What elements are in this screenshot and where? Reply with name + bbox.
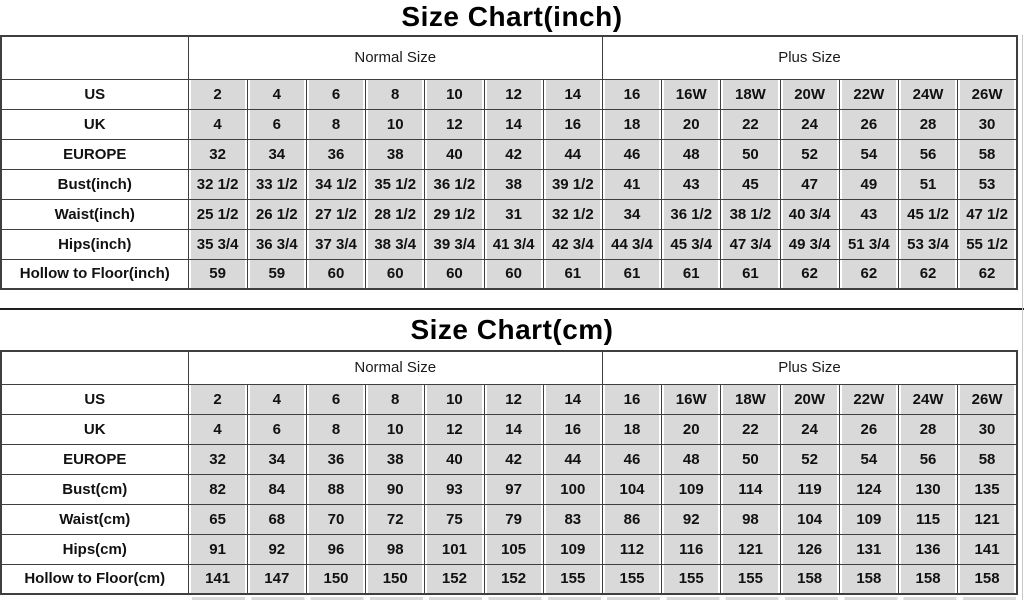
size-cell: 38: [366, 444, 425, 474]
size-cell: 48: [662, 139, 721, 169]
size-cell: 75: [425, 504, 484, 534]
size-cell: 43: [662, 169, 721, 199]
row-label: US: [1, 384, 188, 414]
size-cell: 40: [425, 444, 484, 474]
size-cell: 45 3/4: [662, 229, 721, 259]
size-cell: 72: [366, 504, 425, 534]
size-cell: 109: [839, 504, 898, 534]
size-cell: 38: [484, 169, 543, 199]
size-cell: 14: [543, 79, 602, 109]
size-cell: 4: [188, 109, 247, 139]
size-cell: 92: [662, 504, 721, 534]
size-cell: 26: [839, 109, 898, 139]
size-cell: 141: [958, 534, 1017, 564]
table-row: [1, 534, 1017, 564]
table-body: [1, 384, 1017, 594]
size-cell: 24W: [898, 384, 957, 414]
size-cell: 12: [425, 109, 484, 139]
size-cell: 10: [425, 79, 484, 109]
spreadsheet-gridline: [1022, 35, 1023, 600]
size-cell: 131: [839, 534, 898, 564]
size-cell: 54: [839, 444, 898, 474]
size-cell: 51 3/4: [839, 229, 898, 259]
size-cell: 59: [188, 259, 247, 289]
size-cell: 33 1/2: [247, 169, 306, 199]
size-cell: 70: [306, 504, 365, 534]
size-cell: 55 1/2: [958, 229, 1017, 259]
size-cell: 155: [721, 564, 780, 594]
size-cell: 14: [484, 109, 543, 139]
size-cell: 58: [958, 139, 1017, 169]
size-cell: 60: [366, 259, 425, 289]
table-row: [1, 564, 1017, 594]
size-cell: 18: [602, 414, 661, 444]
size-cell: 45: [721, 169, 780, 199]
size-cell: 42: [484, 139, 543, 169]
size-cell: 121: [958, 504, 1017, 534]
table-row: [1, 169, 1017, 199]
size-cell: 119: [780, 474, 839, 504]
size-cell: 84: [247, 474, 306, 504]
size-cell: 25 1/2: [188, 199, 247, 229]
size-cell: 50: [721, 444, 780, 474]
size-chart-inch-table: [0, 35, 1018, 290]
size-cell: 61: [721, 259, 780, 289]
size-cell: 36 1/2: [425, 169, 484, 199]
size-cell: 22W: [839, 79, 898, 109]
size-cell: 41 3/4: [484, 229, 543, 259]
size-cell: 20: [662, 109, 721, 139]
size-cell: 65: [188, 504, 247, 534]
table-body: [1, 79, 1017, 289]
row-label: EUROPE: [1, 139, 188, 169]
table-row: [1, 384, 1017, 414]
size-cell: 158: [958, 564, 1017, 594]
row-label: UK: [1, 109, 188, 139]
size-cell: 61: [662, 259, 721, 289]
size-cell: 88: [306, 474, 365, 504]
size-cell: 61: [543, 259, 602, 289]
group-header-row: [1, 351, 1017, 384]
size-cell: 54: [839, 139, 898, 169]
size-cell: 8: [306, 414, 365, 444]
size-cell: 28 1/2: [366, 199, 425, 229]
size-cell: 37 3/4: [306, 229, 365, 259]
size-cell: 18W: [721, 384, 780, 414]
size-cell: 27 1/2: [306, 199, 365, 229]
table-row: [1, 199, 1017, 229]
size-cell: 158: [839, 564, 898, 594]
size-cell: 62: [898, 259, 957, 289]
size-cell: 40 3/4: [780, 199, 839, 229]
size-cell: 100: [543, 474, 602, 504]
size-cell: 38 3/4: [366, 229, 425, 259]
corner-cell: [1, 36, 188, 79]
size-cell: 8: [366, 79, 425, 109]
size-cell: 53: [958, 169, 1017, 199]
size-cell: 53 3/4: [898, 229, 957, 259]
size-cell: 2: [188, 79, 247, 109]
size-cell: 93: [425, 474, 484, 504]
size-cell: 60: [306, 259, 365, 289]
size-cell: 6: [306, 79, 365, 109]
size-cell: 115: [898, 504, 957, 534]
size-cell: 35 3/4: [188, 229, 247, 259]
table-row: [1, 139, 1017, 169]
size-cell: 26W: [958, 79, 1017, 109]
table-row: [1, 229, 1017, 259]
size-cell: 60: [484, 259, 543, 289]
size-cell: 62: [958, 259, 1017, 289]
size-cell: 34: [247, 444, 306, 474]
row-label: EUROPE: [1, 444, 188, 474]
size-cell: 48: [662, 444, 721, 474]
size-cell: 58: [958, 444, 1017, 474]
table-row: [1, 259, 1017, 289]
size-cell: 4: [247, 79, 306, 109]
size-cell: 52: [780, 444, 839, 474]
size-cell: 61: [602, 259, 661, 289]
size-cell: 150: [366, 564, 425, 594]
chart-title-inch: Size Chart(inch): [401, 1, 623, 32]
size-cell: 39 1/2: [543, 169, 602, 199]
size-cell: 4: [188, 414, 247, 444]
size-cell: 49 3/4: [780, 229, 839, 259]
size-cell: 22W: [839, 384, 898, 414]
size-cell: 16: [602, 384, 661, 414]
size-cell: 30: [958, 414, 1017, 444]
size-cell: 36 1/2: [662, 199, 721, 229]
size-cell: 150: [306, 564, 365, 594]
size-cell: 79: [484, 504, 543, 534]
normal-size-header: Normal Size: [188, 351, 602, 384]
size-cell: 147: [247, 564, 306, 594]
size-cell: 16: [543, 109, 602, 139]
size-cell: 135: [958, 474, 1017, 504]
row-label: Hollow to Floor(cm): [1, 564, 188, 594]
size-cell: 14: [543, 384, 602, 414]
size-cell: 26: [839, 414, 898, 444]
size-cell: 92: [247, 534, 306, 564]
size-cell: 90: [366, 474, 425, 504]
size-cell: 29 1/2: [425, 199, 484, 229]
size-cell: 8: [366, 384, 425, 414]
size-cell: 46: [602, 444, 661, 474]
size-cell: 34 1/2: [306, 169, 365, 199]
size-cell: 97: [484, 474, 543, 504]
size-cell: 152: [484, 564, 543, 594]
size-cell: 126: [780, 534, 839, 564]
size-cell: 40: [425, 139, 484, 169]
size-cell: 96: [306, 534, 365, 564]
size-cell: 47 1/2: [958, 199, 1017, 229]
corner-cell: [1, 351, 188, 384]
size-cell: 18W: [721, 79, 780, 109]
plus-size-header: Plus Size: [602, 351, 1017, 384]
size-cell: 36 3/4: [247, 229, 306, 259]
size-cell: 22: [721, 414, 780, 444]
size-cell: 6: [247, 414, 306, 444]
size-cell: 24W: [898, 79, 957, 109]
size-cell: 8: [306, 109, 365, 139]
size-cell: 104: [780, 504, 839, 534]
size-cell: 10: [425, 384, 484, 414]
size-cell: 35 1/2: [366, 169, 425, 199]
size-cell: 26 1/2: [247, 199, 306, 229]
size-cell: 34: [247, 139, 306, 169]
size-cell: 34: [602, 199, 661, 229]
size-cell: 16W: [662, 384, 721, 414]
size-cell: 12: [484, 79, 543, 109]
size-cell: 6: [247, 109, 306, 139]
size-cell: 32 1/2: [188, 169, 247, 199]
size-cell: 46: [602, 139, 661, 169]
size-cell: 50: [721, 139, 780, 169]
size-cell: 36: [306, 444, 365, 474]
size-cell: 83: [543, 504, 602, 534]
size-cell: 42: [484, 444, 543, 474]
size-cell: 109: [543, 534, 602, 564]
size-cell: 56: [898, 444, 957, 474]
size-cell: 24: [780, 414, 839, 444]
size-cell: 155: [543, 564, 602, 594]
size-cell: 49: [839, 169, 898, 199]
size-cell: 16: [602, 79, 661, 109]
size-cell: 32: [188, 139, 247, 169]
size-cell: 41: [602, 169, 661, 199]
table-row: [1, 474, 1017, 504]
size-cell: 60: [425, 259, 484, 289]
size-cell: 10: [366, 414, 425, 444]
size-cell: 44: [543, 139, 602, 169]
size-cell: 62: [839, 259, 898, 289]
size-cell: 12: [425, 414, 484, 444]
size-cell: 24: [780, 109, 839, 139]
size-cell: 6: [306, 384, 365, 414]
row-label: US: [1, 79, 188, 109]
size-cell: 114: [721, 474, 780, 504]
size-cell: 152: [425, 564, 484, 594]
size-cell: 44: [543, 444, 602, 474]
size-cell: 101: [425, 534, 484, 564]
size-cell: 59: [247, 259, 306, 289]
size-cell: 43: [839, 199, 898, 229]
size-cell: 45 1/2: [898, 199, 957, 229]
row-label: Hollow to Floor(inch): [1, 259, 188, 289]
size-cell: 136: [898, 534, 957, 564]
size-cell: 16: [543, 414, 602, 444]
size-cell: 124: [839, 474, 898, 504]
chart-title-cm: Size Chart(cm): [0, 308, 1024, 350]
size-cell: 109: [662, 474, 721, 504]
size-cell: 121: [721, 534, 780, 564]
row-label: Bust(cm): [1, 474, 188, 504]
size-cell: 28: [898, 414, 957, 444]
table-row: [1, 79, 1017, 109]
size-cell: 141: [188, 564, 247, 594]
size-cell: 112: [602, 534, 661, 564]
normal-size-header: Normal Size: [188, 36, 602, 79]
size-cell: 12: [484, 384, 543, 414]
size-cell: 51: [898, 169, 957, 199]
size-cell: 42 3/4: [543, 229, 602, 259]
size-cell: 98: [366, 534, 425, 564]
size-cell: 22: [721, 109, 780, 139]
size-cell: 38 1/2: [721, 199, 780, 229]
size-cell: 130: [898, 474, 957, 504]
size-cell: 39 3/4: [425, 229, 484, 259]
size-chart-cm-table: [0, 350, 1018, 595]
plus-size-header: Plus Size: [602, 36, 1017, 79]
size-cell: 26W: [958, 384, 1017, 414]
size-cell: 155: [662, 564, 721, 594]
size-cell: 30: [958, 109, 1017, 139]
size-cell: 82: [188, 474, 247, 504]
table-row: [1, 414, 1017, 444]
size-cell: 10: [366, 109, 425, 139]
size-cell: 20W: [780, 79, 839, 109]
size-cell: 56: [898, 139, 957, 169]
size-cell: 155: [602, 564, 661, 594]
group-header-row: [1, 36, 1017, 79]
size-cell: 86: [602, 504, 661, 534]
size-cell: 18: [602, 109, 661, 139]
row-label: Waist(cm): [1, 504, 188, 534]
size-cell: 32: [188, 444, 247, 474]
size-cell: 105: [484, 534, 543, 564]
size-cell: 47: [780, 169, 839, 199]
size-cell: 31: [484, 199, 543, 229]
size-cell: 4: [247, 384, 306, 414]
row-label: Hips(cm): [1, 534, 188, 564]
size-cell: 28: [898, 109, 957, 139]
size-cell: 52: [780, 139, 839, 169]
size-cell: 158: [898, 564, 957, 594]
table-row: [1, 444, 1017, 474]
size-cell: 68: [247, 504, 306, 534]
size-cell: 116: [662, 534, 721, 564]
size-cell: 44 3/4: [602, 229, 661, 259]
size-cell: 20W: [780, 384, 839, 414]
size-cell: 62: [780, 259, 839, 289]
row-label: Bust(inch): [1, 169, 188, 199]
size-cell: 47 3/4: [721, 229, 780, 259]
table-row: [1, 109, 1017, 139]
row-label: Hips(inch): [1, 229, 188, 259]
size-cell: 38: [366, 139, 425, 169]
row-label: Waist(inch): [1, 199, 188, 229]
row-label: UK: [1, 414, 188, 444]
table-row: [1, 504, 1017, 534]
size-cell: 98: [721, 504, 780, 534]
size-cell: 14: [484, 414, 543, 444]
size-cell: 104: [602, 474, 661, 504]
size-cell: 16W: [662, 79, 721, 109]
size-cell: 20: [662, 414, 721, 444]
size-cell: 91: [188, 534, 247, 564]
size-cell: 32 1/2: [543, 199, 602, 229]
size-cell: 158: [780, 564, 839, 594]
size-cell: 2: [188, 384, 247, 414]
size-cell: 36: [306, 139, 365, 169]
